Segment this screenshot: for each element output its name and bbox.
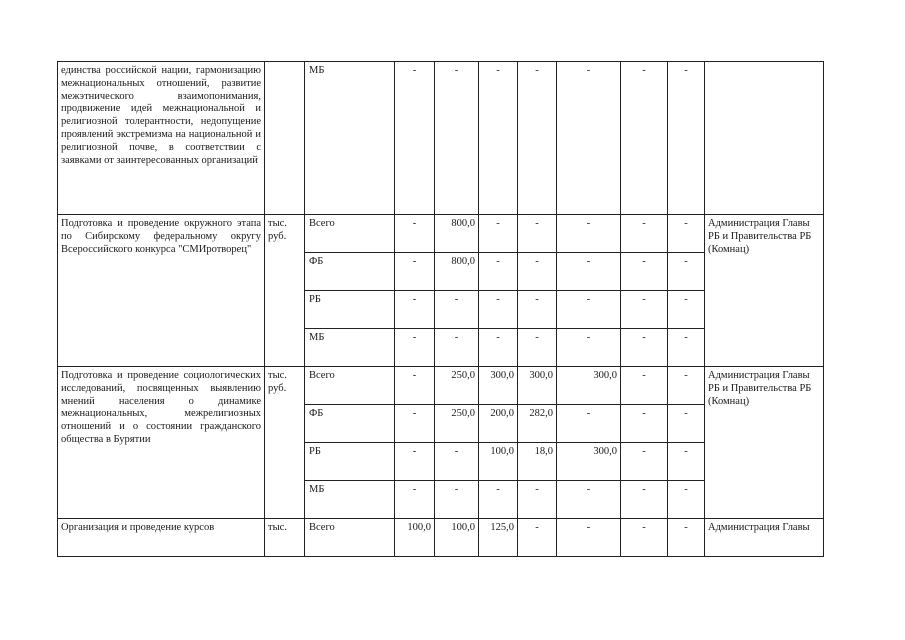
table-row — [58, 367, 824, 405]
amount-cell: 100,0 — [479, 443, 518, 481]
table-row — [58, 215, 824, 253]
amount-cell: - — [435, 62, 479, 215]
activity-name: Подготовка и проведение социологических исследований, посвященных выявлению мнений населения о динамике межнациональных, межрелигиозных отношений и о состоянии гражданского общества в Бурятии — [58, 367, 265, 519]
amount-cell: - — [668, 367, 705, 405]
amount-cell: - — [518, 329, 557, 367]
amount-cell: - — [557, 62, 621, 215]
amount-cell: 100,0 — [435, 519, 479, 557]
amount-cell: - — [395, 62, 435, 215]
amount-cell: - — [621, 519, 668, 557]
amount-cell: 250,0 — [435, 405, 479, 443]
amount-cell: - — [557, 215, 621, 253]
table-row — [58, 519, 824, 557]
amount-cell: - — [621, 215, 668, 253]
amount-cell: 800,0 — [435, 215, 479, 253]
amount-cell: - — [395, 367, 435, 405]
amount-cell: - — [621, 405, 668, 443]
amount-cell: - — [395, 405, 435, 443]
executor-cell: Администрация Главы РБ и Правительства РБ (Комнац) — [705, 215, 824, 367]
amount-cell: - — [518, 62, 557, 215]
unit-cell: тыс. руб. — [265, 215, 305, 367]
amount-cell: - — [435, 329, 479, 367]
amount-cell: - — [557, 253, 621, 291]
funding-source: РБ — [305, 291, 395, 329]
amount-cell: 100,0 — [395, 519, 435, 557]
amount-cell: - — [395, 329, 435, 367]
amount-cell: - — [395, 291, 435, 329]
amount-cell: - — [479, 291, 518, 329]
amount-cell: - — [668, 253, 705, 291]
amount-cell: - — [668, 291, 705, 329]
funding-source: Всего — [305, 367, 395, 405]
table-body — [58, 62, 824, 557]
amount-cell: - — [621, 62, 668, 215]
funding-source: МБ — [305, 481, 395, 519]
amount-cell: 18,0 — [518, 443, 557, 481]
amount-cell: - — [557, 519, 621, 557]
amount-cell: - — [557, 291, 621, 329]
funding-source: Всего — [305, 215, 395, 253]
activity-name: единства российской нации, гармонизацию межнациональных отношений, развитие межэтнического взаимопонимания, продвижение идей межнациональной и религиозной толерантности, недопущение проявлений экстремизма на национальной и религиозной почве, в соответствии с заявками от заинтересованных организаций — [58, 62, 265, 215]
amount-cell: - — [621, 443, 668, 481]
amount-cell: - — [621, 329, 668, 367]
amount-cell: - — [518, 291, 557, 329]
program-table — [57, 61, 824, 557]
amount-cell: 300,0 — [518, 367, 557, 405]
amount-cell: - — [668, 443, 705, 481]
amount-cell: - — [621, 253, 668, 291]
executor-cell — [705, 62, 824, 215]
funding-source: РБ — [305, 443, 395, 481]
amount-cell: - — [479, 481, 518, 519]
amount-cell: - — [518, 253, 557, 291]
amount-cell: - — [479, 329, 518, 367]
amount-cell: - — [668, 62, 705, 215]
amount-cell: - — [518, 215, 557, 253]
amount-cell: - — [395, 443, 435, 481]
amount-cell: - — [435, 481, 479, 519]
unit-cell: тыс. — [265, 519, 305, 557]
amount-cell: - — [557, 329, 621, 367]
funding-source: МБ — [305, 62, 395, 215]
amount-cell: - — [518, 519, 557, 557]
amount-cell: - — [668, 329, 705, 367]
amount-cell: - — [621, 291, 668, 329]
amount-cell: 300,0 — [557, 367, 621, 405]
unit-cell: тыс. руб. — [265, 367, 305, 519]
funding-source: ФБ — [305, 405, 395, 443]
amount-cell: 200,0 — [479, 405, 518, 443]
unit-cell — [265, 62, 305, 215]
funding-source: Всего — [305, 519, 395, 557]
amount-cell: - — [395, 481, 435, 519]
amount-cell: 282,0 — [518, 405, 557, 443]
amount-cell: - — [557, 481, 621, 519]
funding-source: МБ — [305, 329, 395, 367]
amount-cell: - — [621, 481, 668, 519]
amount-cell: - — [557, 405, 621, 443]
activity-name: Подготовка и проведение окружного этапа по Сибирскому федеральному округу Всероссийского конкурса "СМИротворец" — [58, 215, 265, 367]
amount-cell: - — [479, 62, 518, 215]
amount-cell: 800,0 — [435, 253, 479, 291]
amount-cell: - — [479, 253, 518, 291]
table-row — [58, 62, 824, 215]
amount-cell: 300,0 — [557, 443, 621, 481]
funding-source: ФБ — [305, 253, 395, 291]
activity-name: Организация и проведение курсов — [58, 519, 265, 557]
amount-cell: - — [395, 253, 435, 291]
executor-cell: Администрация Главы — [705, 519, 824, 557]
amount-cell: - — [668, 215, 705, 253]
amount-cell: - — [395, 215, 435, 253]
amount-cell: 125,0 — [479, 519, 518, 557]
amount-cell: - — [479, 215, 518, 253]
executor-cell: Администрация Главы РБ и Правительства РБ (Комнац) — [705, 367, 824, 519]
amount-cell: - — [435, 291, 479, 329]
amount-cell: - — [668, 405, 705, 443]
amount-cell: - — [518, 481, 557, 519]
amount-cell: - — [621, 367, 668, 405]
amount-cell: 300,0 — [479, 367, 518, 405]
amount-cell: - — [668, 481, 705, 519]
amount-cell: 250,0 — [435, 367, 479, 405]
amount-cell: - — [435, 443, 479, 481]
amount-cell: - — [668, 519, 705, 557]
